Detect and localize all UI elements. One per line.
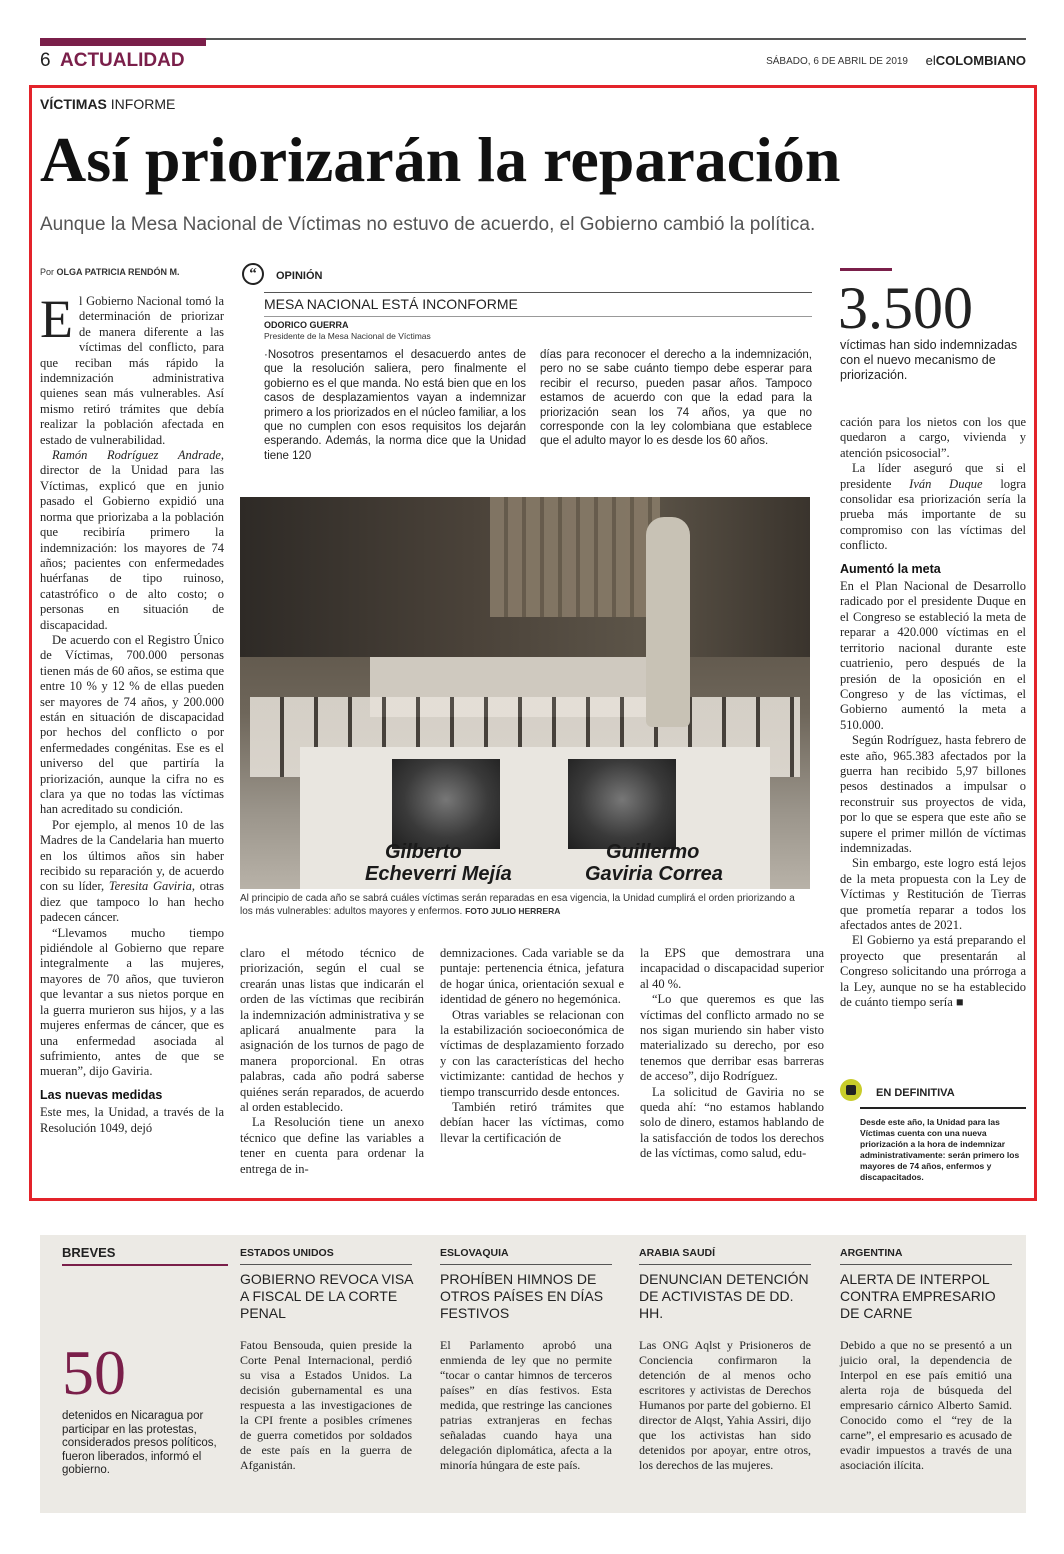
opinion-author: ODORICO GUERRA xyxy=(264,320,349,330)
article-column-4 xyxy=(640,946,824,1162)
breves-stat-number: 50 xyxy=(62,1337,126,1408)
opinion-column-2: días para reconocer el derecho a la indemnización, pero no se sabe cuánto tiempo debe esperar para recibir el recurso, pueden pasar años. Tampoco estamos de acuerdo con que la edad para la priorización sean los 74 años, ya que no corresponde con la ley colombiana que establece que el adulto mayor lo es desde los 60 años. xyxy=(540,349,812,448)
quote-icon: “ xyxy=(242,263,264,285)
divider xyxy=(240,1264,412,1265)
stat-accent-bar xyxy=(840,268,892,271)
person-name: Iván Duque xyxy=(909,476,983,491)
brief-title: ALERTA DE INTERPOL CONTRA EMPRESARIO DE CARNE xyxy=(840,1271,996,1321)
banner-surname: Echeverri Mejía xyxy=(365,863,512,885)
issue-date: SÁBADO, 6 DE ABRIL DE 2019 xyxy=(766,56,908,67)
paragraph: Sin embargo, este logro está lejos de la meta propuesta con la Ley de Víctimas y Restitución de Tierras que prometía reparar a todos los afectados antes de 2021. xyxy=(840,856,1026,932)
subheading: Aumentó la meta xyxy=(840,561,941,576)
person-name: Ramón Rodríguez Andrade xyxy=(52,448,221,463)
article-column-1 xyxy=(40,289,224,1136)
opinion-title: MESA NACIONAL ESTÁ INCONFORME xyxy=(264,296,518,312)
article-column-5 xyxy=(840,415,1026,1010)
breves-accent-bar xyxy=(62,1264,228,1266)
definitiva-label: EN DEFINITIVA xyxy=(876,1087,955,1099)
divider xyxy=(264,316,812,317)
paragraph: Por ejemplo, al menos 10 de las Madres de la Candelaria han muerto en los últimos años sin haber recibido su reparación y, de acuerdo con su líder, Teresita Gaviria, otras diez que tampoco lo han hecho padecen cáncer. xyxy=(40,817,224,925)
stat-number: 3.500 xyxy=(838,275,973,341)
brief-text: El Parlamento aprobó una enmienda de ley que no permite “tocar o cantar himnos de terceros países” en días festivos. Esta medida, que restringe las canciones patrias extranjeras en fechas señaladas cuando haya una delegación diplomática, afecta a la minoría húngara de este país. xyxy=(440,1338,612,1472)
brief-text: Las ONG Aqlst y Prisioneros de Conciencia confirmaron la detención de al menos ocho escritores y activistas de Derechos Humanos por parte del gobierno. El director de Alqst, Yahia Assiri, dijo que los activistas han sido detenidos por apoyar, entre otros, los derechos de las mujeres. xyxy=(639,1338,811,1472)
divider xyxy=(440,1264,612,1265)
puzzle-icon xyxy=(840,1079,862,1101)
banner-surname: Gaviria Correa xyxy=(585,863,723,885)
photo-caption: Al principio de cada año se sabrá cuáles víctimas serán reparadas en esa vigencia, la Unidad cumplirá el orden priorizando a los más vulnerables: adultos mayores y enfermos. FOTO JULIO HERRERA xyxy=(240,893,795,917)
paragraph: El Gobierno ya está preparando el proyecto que presentarán al Congreso solicitando una prórroga a la Ley, aunque no se ha establecido de cuánto tiempo sería ■ xyxy=(840,933,1026,1010)
paragraph: La líder aseguró que si el presidente Iván Duque logra consolidar esa priorización sería la prueba más importante de su compromiso con las víctimas del conflicto. xyxy=(840,461,1026,553)
paragraph: “Llevamos mucho tiempo pidiéndole al Gobierno que repare integralmente a las mujeres, mayores de 70 años, que tuvieron que levantar a sus nietos porque en la guerra murieron sus hijos, y a las mujeres enfermas de cáncer, que es una enfermedad asociada al sufrimiento, antes de que se mueran”, dijo Gaviria. xyxy=(40,925,224,1079)
article-deck: Aunque la Mesa Nacional de Víctimas no estuvo de acuerdo, el Gobierno cambió la política. xyxy=(40,214,816,235)
photo-credit: FOTO JULIO HERRERA xyxy=(465,906,561,916)
brief-title: PROHÍBEN HIMNOS DE OTROS PAÍSES EN DÍAS FESTIVOS xyxy=(440,1271,604,1321)
photo-standing-man xyxy=(646,517,690,727)
page-header xyxy=(40,38,1026,74)
banner-name: Gilberto xyxy=(385,841,462,863)
brief-title: DENUNCIAN DETENCIÓN DE ACTIVISTAS DE DD. HH. xyxy=(639,1271,809,1321)
logo-name: COLOMBIANO xyxy=(935,53,1026,68)
paragraph: la EPS que demostrara una incapacidad o discapacidad superior al 40 %. xyxy=(640,946,824,991)
brief-region: ARABIA SAUDÍ xyxy=(639,1247,716,1259)
paragraph: En el Plan Nacional de Desarrollo radicado por el presidente Duque en el Congreso se estableció la meta de reparar a 420.000 víctimas en el territorio nacional durante este cuatrienio, pero después de la presión de la oposición en el Congreso y de las víctimas, el Gobierno aumentó la meta a 510.000. xyxy=(840,579,1026,732)
logo-prefix: el xyxy=(925,53,936,68)
brief-title: GOBIERNO REVOCA VISA A FISCAL DE LA CORTE PENAL xyxy=(240,1271,413,1321)
drop-cap: E xyxy=(40,289,73,349)
section-name: ACTUALIDAD xyxy=(60,50,185,71)
opinion-column-1: ·Nosotros presentamos el desacuerdo antes de que la resolución saliera, pero finalmente el gobierno es el que manda. No está bien que en los casos de desplazamientos vayan a indemnizar primero a los priorizados en el núcleo familiar, a los que no cumplen con esos requisitos los dejarán esperando. Además, la norma dice que la Unidad tiene 120 xyxy=(264,349,526,462)
article-kicker xyxy=(40,96,175,112)
brief-region: ESLOVAQUIA xyxy=(440,1247,509,1259)
brief-text: Debido a que no se presentó a un juicio oral, la dependencia de Interpol en ese país emitió una alerta roja de búsqueda del empresario cárnico Alberto Samid. Conocido como el “rey de la carne”, el empresario es acusado de evadir impuestos a través de una asociación ilícita. xyxy=(840,1338,1012,1472)
paragraph: “Lo que queremos es que las víctimas del conflicto armado no se nos sigan muriendo sin haber visto materializado su derecho, por eso tenemos que derribar esas barreras de acceso”, dijo Rodríguez. xyxy=(640,992,824,1084)
opinion-label: OPINIÓN xyxy=(276,270,323,282)
opinion-author-role: Presidente de la Mesa Nacional de Víctimas xyxy=(264,331,431,341)
divider xyxy=(264,292,812,293)
divider xyxy=(639,1264,811,1265)
paragraph: El Gobierno Nacional tomó la determinación de priorizar de manera diferente a las víctimas del conflicto, para que reciban más rápido la indemnización administrativa quienes sean más vulnerables. Así mismo retiró trámites que debía realizar la población afectada en estado de vulnerabilidad. xyxy=(40,289,224,447)
subheading: Las nuevas medidas xyxy=(40,1087,163,1102)
paragraph: Ramón Rodríguez Andrade, director de la Unidad para las Víctimas, explicó que en junio pasado el Gobierno expidió una norma que priorizaba a la población que recibiría primero la indemnización: los mayores de 74 años; pacientes con enfermedades huérfanas de tipo ruinoso, catastrófico o de alto costo; o personas en situación de discapacidad. xyxy=(40,448,224,632)
article-column-2 xyxy=(240,946,424,1177)
photo-portrait-right xyxy=(568,759,676,849)
paragraph: Otras variables se relacionan con la estabilización socioeconómica de víctimas de desplazamiento forzado y con las características del hecho victimizante: cantidad de hechos y tiempo transcurrido desde entonces. xyxy=(440,1007,624,1099)
banner-name: Guillermo xyxy=(606,841,700,863)
paragraph: Este mes, la Unidad, a través de la Resolución 1049, dejó xyxy=(40,1105,224,1135)
paragraph: La solicitud de Gaviria no se queda ahí: “no estamos hablando solo de dinero, estamos hablando de la satisfacción de todos los derechos de las víctimas, como salud, edu- xyxy=(640,1084,824,1161)
photo-memorial-board xyxy=(490,497,660,617)
brief-text: Fatou Bensouda, quien preside la Corte Penal Internacional, perdió su visa a Estados Unidos. La decisión gubernamental es una respuesta a las investigaciones de la CPI frente a posibles crímenes de guerra cometidos por soldados de este país en la guerra de Afganistán. xyxy=(240,1338,412,1472)
paragraph: cación para los nietos con los que quedaron a cargo, vivienda y atención psicosocial”. xyxy=(840,415,1026,460)
paragraph: demnizaciones. Cada variable se da puntaje: pertenencia étnica, jefatura de hogar única, orientación sexual e identidad de género no hegemónica. xyxy=(440,946,624,1007)
paragraph: También retiró trámites que debían hacer las víctimas, como llevar la certificación de xyxy=(440,1100,624,1145)
paragraph: La Resolución tiene un anexo técnico que define las variables a tener en cuenta para ordenar la entrega de in- xyxy=(240,1115,424,1176)
byline xyxy=(40,267,180,277)
breves-title: BREVES xyxy=(62,1245,116,1260)
paragraph: claro el método técnico de priorización, según el cual se crearán unas listas que indicarán el orden de las víctimas que recibirán la indemnización administrativa y se aplicará anualmente para la asignación de los turnos de pago de manera proporcional. En otras palabras, cada año podrá saberse quiénes serán reparados, de acuerdo al orden establecido. xyxy=(240,946,424,1115)
byline-prefix: Por xyxy=(40,267,55,277)
paragraph: Según Rodríguez, hasta febrero de este año, 965.383 afectados por la guerra han recibido 5,97 billones pesos destinados a impulsar o reconstruir sus proyectos de vida, por lo que se espera que este año se supere el primer millón de víctimas indemnizadas. xyxy=(840,733,1026,855)
byline-author: OLGA PATRICIA RENDÓN M. xyxy=(56,267,180,277)
breves-stat-text: detenidos en Nicaragua por participar en las protestas, considerados presos políticos, fueron liberados, informó el gobierno. xyxy=(62,1410,217,1476)
brief-region: ARGENTINA xyxy=(840,1247,903,1259)
stat-description: víctimas han sido indemnizadas con el nuevo mecanismo de priorización. xyxy=(840,338,1018,382)
divider xyxy=(840,1264,1012,1265)
person-name: Teresita Gaviria xyxy=(108,879,192,894)
article-photo xyxy=(240,497,810,889)
paragraph: De acuerdo con el Registro Único de Víctimas, 700.000 personas tienen más de 60 años, se estima que entre 10 % y 12 % de ellas pueden ser mayores de 74 años, y 200.000 están en situación de discapacidad por hechos del conflicto o por enfermedades congénitas. Ese es el universo del que partiría la priorización, aunque la cifra no es clara ya que no todas las víctimas han acreditado su condición. xyxy=(40,632,224,817)
article-headline: Así priorizarán la reparación xyxy=(40,124,841,195)
article-column-3 xyxy=(440,946,624,1146)
breves-section xyxy=(40,1235,1026,1513)
section-accent-bar xyxy=(40,38,206,46)
brief-region: ESTADOS UNIDOS xyxy=(240,1247,334,1259)
newspaper-logo xyxy=(926,53,1026,68)
page-number: 6 xyxy=(40,50,51,71)
definitiva-summary: Desde este año, la Unidad para las Víctimas cuenta con una nueva priorización a la hora de indemnizar administrativamente: serán primero los mayores de 74 años, enfermos y discapacitados. xyxy=(860,1107,1026,1183)
kicker-type: INFORME xyxy=(110,96,176,112)
kicker-topic: VÍCTIMAS xyxy=(40,96,107,112)
photo-portrait-left xyxy=(392,759,500,849)
